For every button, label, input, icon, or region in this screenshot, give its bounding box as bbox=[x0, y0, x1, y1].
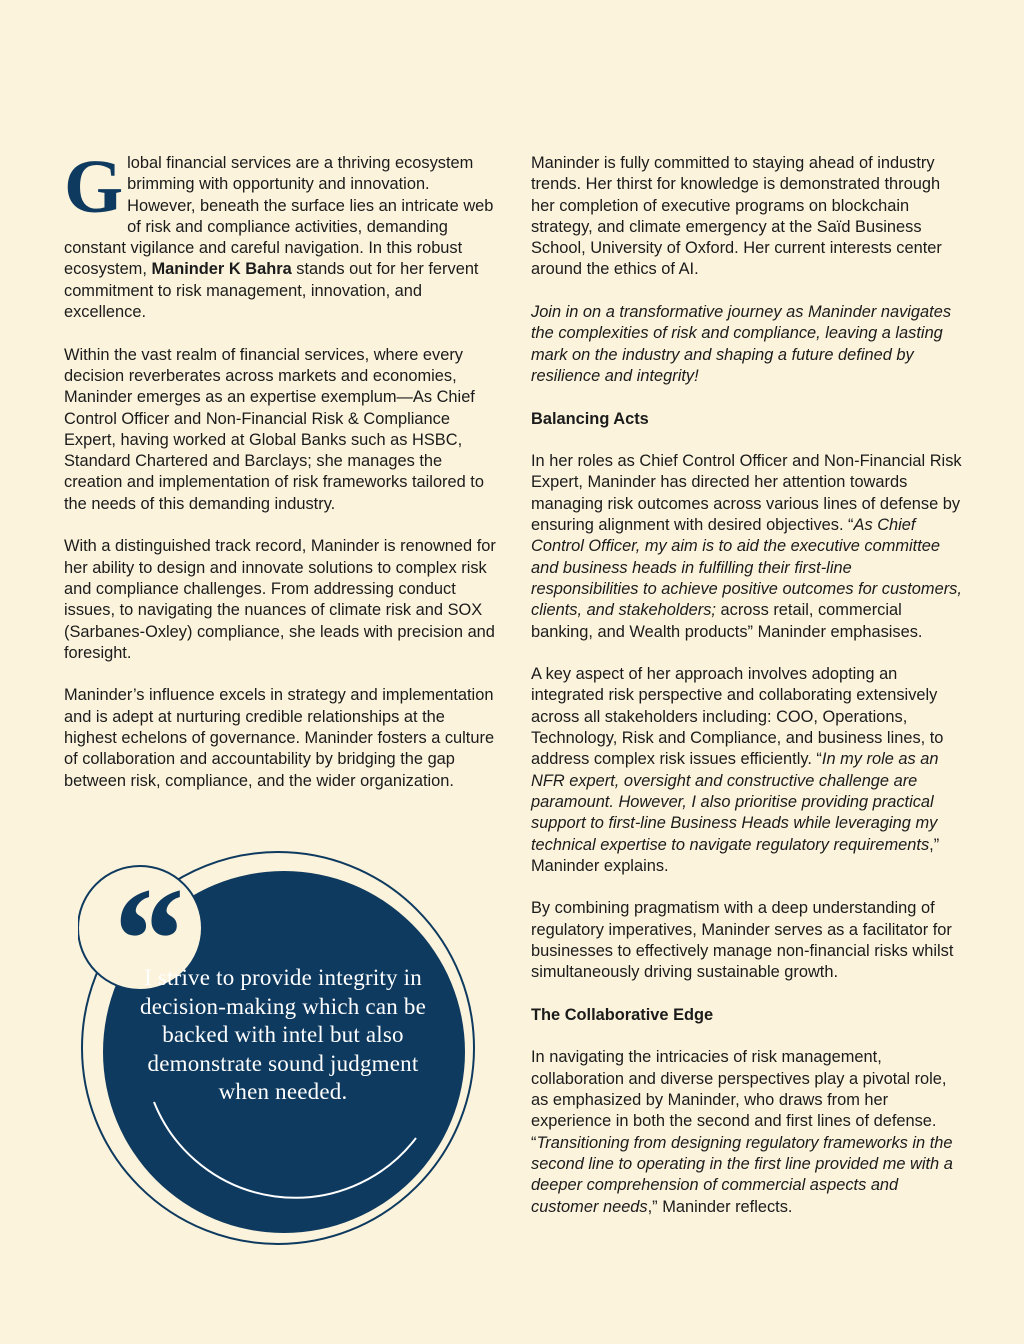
collab-quote: Transitioning from designing regulatory frameworks in the second line to operating in the first line provided me with a deeper comprehension of commercial aspects and customer needs bbox=[531, 1133, 953, 1216]
approach-text: A key aspect of her approach involves adopting an integrated risk perspective and collaborating extensively across all stakeholders including: COO, Operations, Technology, Risk and Compliance, and business lines, to address complex risk issues efficiently. “ bbox=[531, 665, 944, 769]
pull-quote-text: I strive to provide integrity in decision-making which can be backed with intel but also demonstrate sound judgment when needed. bbox=[140, 965, 426, 1105]
paragraph-realm: Within the vast realm of financial services, where every decision reverberates across markets and economies, Maninder emerges as an expertise exemplum—As Chief Control Officer and Non-Financial Risk & Compliance Expert, having worked at Global Banks such as HSBC, Standard Chartered and Barclays; she manages the creation and implementation of risk frameworks tailored to the needs of this demanding industry. bbox=[64, 345, 484, 513]
paragraph-trends: Maninder is fully committed to staying ahead of industry trends. Her thirst for knowledge is demonstrated through her completion of executive programs on blockchain strategy, and climate emergency at the Saïd Business School, University of Oxford. Her current interests center around the ethics of AI. bbox=[531, 154, 942, 279]
drop-cap: G bbox=[64, 145, 124, 229]
right-column bbox=[531, 153, 963, 1239]
paragraph-track-record: With a distinguished track record, Maninder is renowned for her ability to design and innovate solutions to complex risk and compliance challenges. From addressing conduct issues, to navigating the nuances of climate risk and SOX (Sarbanes-Oxley) compliance, she leads with precision and foresight. bbox=[64, 537, 496, 662]
left-column bbox=[64, 145, 496, 813]
roles-quote: As Chief Control Officer, my aim is to aid the executive committee and business heads in fulfilling their first-line responsibilities to achieve positive outcomes for customers, clients, and stakeholders; bbox=[531, 516, 962, 620]
heading-balancing-acts: Balancing Acts bbox=[531, 409, 649, 428]
subject-name: Maninder K Bahra bbox=[151, 260, 292, 279]
paragraph-approach bbox=[531, 664, 963, 877]
intro-text-end: stands out for her fervent commitment to risk management, innovation, and excellence. bbox=[64, 260, 479, 322]
journey-italic: Join in on a transformative journey as Maninder navigates the complexities of risk and compliance, leaving a lasting mark on the industry and shaping a future defined by resilience and integrity! bbox=[531, 303, 952, 385]
paragraph-pragmatism: By combining pragmatism with a deep understanding of regulatory imperatives, Maninder serves as a facilitator for businesses to effectively manage non-financial risks whilst simultaneously driving sustainable growth. bbox=[531, 899, 954, 982]
collab-text: In navigating the intricacies of risk management, collaboration and diverse perspectives play a pivotal role, as emphasized by Maninder, who draws from her experience in both the second and first lines of defense. “ bbox=[531, 1048, 947, 1152]
paragraph-influence: Maninder’s influence excels in strategy and implementation and is adept at nurturing credible relationships at the highest echelons of governance. Maninder fosters a culture of collaboration and accountability by bridging the gap between risk, compliance, and the wider organization. bbox=[64, 686, 495, 790]
roles-text: In her roles as Chief Control Officer and Non-Financial Risk Expert, Maninder has directed her attention towards managing risk outcomes across various lines of defense by ensuring alignment with desired objectives. “ bbox=[531, 452, 962, 535]
intro-text: lobal financial services are a thriving ecosystem brimming with opportunity and innovation. However, beneath the surface lies an intricate web of risk and compliance activities, demanding constant vigilance and careful navigation. In this robust ecosystem, bbox=[64, 154, 494, 279]
heading-collaborative-edge: The Collaborative Edge bbox=[531, 1005, 714, 1024]
approach-quote: In my role as an NFR expert, oversight and constructive challenge are paramount. However, I also prioritise providing practical support to first-line Business Heads while leveraging my technical expertise to navigate regulatory requirements bbox=[531, 750, 939, 854]
paragraph-journey bbox=[531, 302, 963, 387]
collab-after: ,” Maninder reflects. bbox=[647, 1197, 793, 1216]
intro-paragraph bbox=[64, 145, 496, 323]
roles-after: across retail, commercial banking, and Wealth products” Maninder emphasises. bbox=[531, 601, 923, 641]
quote-mark-icon: “ bbox=[106, 857, 182, 1023]
paragraph-roles bbox=[531, 451, 963, 643]
approach-after: ,” Maninder explains. bbox=[531, 835, 940, 875]
paragraph-collaboration bbox=[531, 1047, 963, 1217]
